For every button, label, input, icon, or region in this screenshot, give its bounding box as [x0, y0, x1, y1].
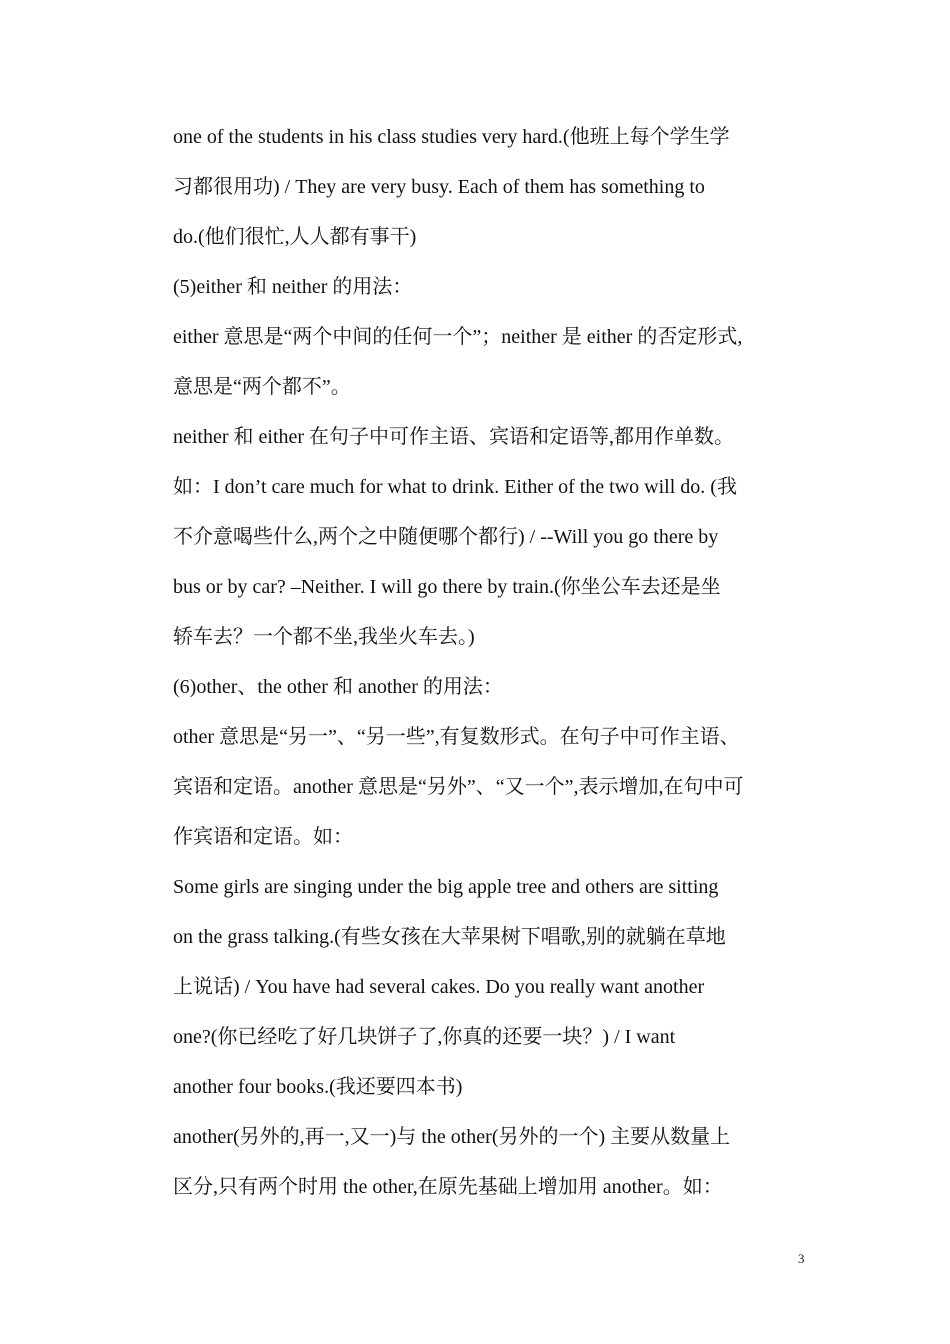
text-line: another(另外的,再一,又一)与 the other(另外的一个) 主要从数量上 — [173, 1126, 731, 1148]
section-heading: (6)other、the other 和 another 的用法： — [173, 676, 503, 698]
section-heading: (5)either 和 neither 的用法： — [173, 276, 413, 298]
text-line: neither 和 either 在句子中可作主语、宾语和定语等,都用作单数。 — [173, 426, 735, 448]
text-line: 区分,只有两个时用 the other,在原先基础上增加用 another。如： — [173, 1176, 723, 1198]
text-line: on the grass talking.(有些女孩在大苹果树下唱歌,别的就躺在草地 — [173, 926, 726, 948]
text-line: other 意思是“另一”、“另一些”,有复数形式。在句子中可作主语、 — [173, 726, 740, 748]
text-line: 不介意喝些什么,两个之中随便哪个都行) / --Will you go there by — [173, 526, 719, 548]
text-line: 如：I don’t care much for what to drink. Either of the two will do. (我 — [173, 476, 737, 498]
text-line: one?(你已经吃了好几块饼子了,你真的还要一块？) / I want — [173, 1026, 676, 1048]
text-line: 上说话) / You have had several cakes. Do you really want another — [173, 976, 705, 998]
text-line: 意思是“两个都不”。 — [173, 376, 351, 398]
text-line: bus or by car? –Neither. I will go there by train.(你坐公车去还是坐 — [173, 576, 721, 598]
body-text — [173, 112, 813, 1212]
text-line: one of the students in his class studies very hard.(他班上每个学生学 — [173, 126, 730, 148]
text-line: another four books.(我还要四本书) — [173, 1076, 463, 1098]
text-line: Some girls are singing under the big apple tree and others are sitting — [173, 876, 719, 898]
text-line: do.(他们很忙,人人都有事干) — [173, 226, 417, 248]
text-line: 习都很用功) / They are very busy. Each of them has something to — [173, 176, 705, 198]
page-number: 3 — [798, 1251, 805, 1266]
text-line: 宾语和定语。another 意思是“另外”、“又一个”,表示增加,在句中可 — [173, 776, 744, 798]
text-line: 作宾语和定语。如： — [173, 826, 353, 848]
text-line: 轿车去？一个都不坐,我坐火车去。) — [173, 626, 475, 648]
text-line: either 意思是“两个中间的任何一个”；neither 是 either 的否定形式, — [173, 326, 743, 348]
